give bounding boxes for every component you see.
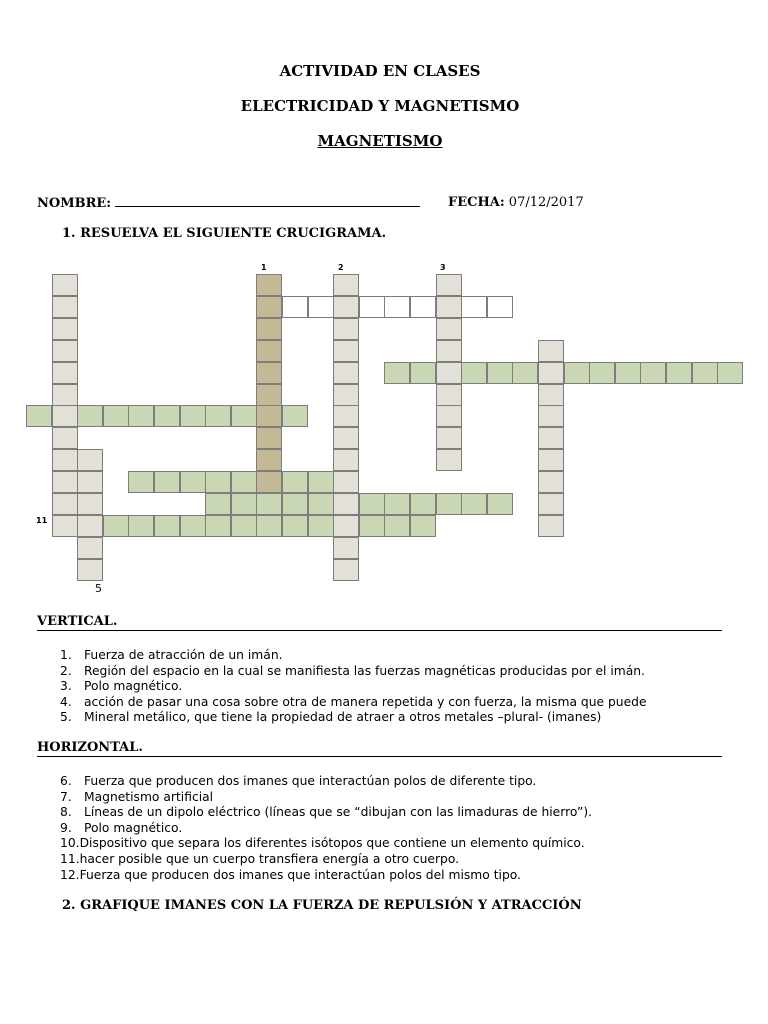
crossword-cell[interactable] [333,559,359,581]
crossword-cell[interactable] [52,274,78,296]
question-2: 2. GRAFIQUE IMANES CON LA FUERZA DE REPULSIÓN Y ATRACCIÓN [62,898,582,913]
crossword-cell[interactable] [589,362,615,384]
crossword-cell[interactable] [436,493,462,515]
list-item: 5. Mineral metálico, que tiene la propiedad de atraer a otros metales –plural- (imanes) [60,710,602,725]
list-item: 11.hacer posible que un cuerpo transfiera energía a otro cuerpo. [60,851,460,866]
crossword-cell[interactable] [333,362,359,384]
horizontal-clue-list [60,774,592,883]
crossword-cell[interactable] [436,449,462,471]
crossword-cell[interactable] [256,318,282,340]
crossword-cell[interactable] [333,537,359,559]
crossword-cell[interactable] [333,449,359,471]
crossword-cell[interactable] [52,449,78,471]
crossword-cell[interactable] [538,471,564,493]
crossword-cell[interactable] [461,362,487,384]
crossword-cell[interactable] [282,471,308,493]
crossword-cell[interactable] [256,384,282,406]
crossword-cell[interactable] [436,340,462,362]
crossword-cell[interactable] [52,405,78,427]
crossword-cell[interactable] [256,296,282,318]
list-item: 9. Polo magnético. [60,820,183,835]
crossword-cell[interactable] [52,318,78,340]
crossword-cell[interactable] [692,362,718,384]
crossword-cell[interactable] [128,405,154,427]
vertical-heading: VERTICAL. [37,614,722,631]
crossword-cell[interactable] [717,362,743,384]
crossword-cell[interactable] [538,384,564,406]
crossword-cell[interactable] [538,340,564,362]
crossword-cell[interactable] [410,493,436,515]
list-item: 12.Fuerza que producen dos imanes que interactúan polos del mismo tipo. [60,867,521,882]
crossword-cell[interactable] [231,515,257,537]
vertical-clue-list [60,648,647,726]
clue-number-1: 1 [261,263,267,272]
date-label: FECHA: [448,195,505,210]
horizontal-heading: HORIZONTAL. [37,740,722,757]
crossword-cell[interactable] [77,471,103,493]
crossword-cell[interactable] [103,515,129,537]
crossword-cell[interactable] [77,559,103,581]
crossword-cell[interactable] [436,405,462,427]
crossword-cell[interactable] [180,515,206,537]
crossword-cell[interactable] [256,362,282,384]
list-item: 8. Líneas de un dipolo eléctrico (líneas que se “dibujan con las limaduras de hierro”). [60,805,593,820]
crossword-cell[interactable] [282,515,308,537]
crossword-cell[interactable] [256,449,282,471]
name-label: NOMBRE: [37,196,112,211]
crossword-cell[interactable] [308,296,334,318]
crossword-cell[interactable] [77,515,103,537]
crossword-cell[interactable] [180,405,206,427]
crossword-cell[interactable] [154,405,180,427]
crossword-cell[interactable] [154,515,180,537]
crossword-cell[interactable] [487,362,513,384]
crossword-cell[interactable] [512,362,538,384]
list-item: 3. Polo magnético. [60,679,183,694]
crossword-cell[interactable] [231,493,257,515]
crossword-cell[interactable] [333,274,359,296]
crossword-cell[interactable] [231,405,257,427]
list-item: 6. Fuerza que producen dos imanes que interactúan polos de diferente tipo. [60,774,537,788]
crossword-cell[interactable] [52,362,78,384]
crossword-cell[interactable] [436,362,462,384]
crossword-cell[interactable] [538,515,564,537]
crossword-cell[interactable] [333,318,359,340]
question-1: 1. RESUELVA EL SIGUIENTE CRUCIGRAMA. [62,226,387,241]
crossword-cell[interactable] [538,405,564,427]
crossword-cell[interactable] [308,515,334,537]
crossword-cell[interactable] [154,471,180,493]
list-item: 10.Dispositivo que separa los diferentes isótopos que contiene un elemento químico. [60,836,585,851]
crossword-cell[interactable] [436,318,462,340]
crossword-cell[interactable] [52,384,78,406]
crossword-cell[interactable] [384,515,410,537]
crossword-cell[interactable] [205,493,231,515]
crossword-cell[interactable] [256,274,282,296]
crossword-cell[interactable] [256,405,282,427]
crossword-cell[interactable] [384,296,410,318]
crossword-cell[interactable] [308,471,334,493]
clue-number-3: 3 [440,263,446,272]
crossword-cell[interactable] [410,296,436,318]
crossword-cell[interactable] [410,362,436,384]
crossword-cell[interactable] [128,471,154,493]
crossword-cell[interactable] [333,493,359,515]
crossword-cell[interactable] [282,296,308,318]
crossword-cell[interactable] [256,515,282,537]
crossword-cell[interactable] [205,515,231,537]
crossword-cell[interactable] [359,296,385,318]
crossword-cell[interactable] [333,340,359,362]
crossword-cell[interactable] [77,405,103,427]
worksheet-title: ACTIVIDAD EN CLASES [279,62,481,80]
worksheet-topic: MAGNETISMO [317,132,443,150]
list-item: 2. Región del espacio en la cual se manifiesta las fuerzas magnéticas producidas por el imán. [60,663,645,678]
crossword-cell[interactable] [436,274,462,296]
crossword-cell[interactable] [487,296,513,318]
crossword-cell[interactable] [615,362,641,384]
crossword-cell[interactable] [128,515,154,537]
crossword-cell[interactable] [384,493,410,515]
crossword-cell[interactable] [564,362,590,384]
worksheet-subject: ELECTRICIDAD Y MAGNETISMO [240,97,520,115]
crossword-cell[interactable] [384,362,410,384]
crossword-cell[interactable] [205,405,231,427]
list-item: 7. Magnetismo artificial [60,789,214,804]
crossword-cell[interactable] [256,471,282,493]
crossword-cell[interactable] [77,493,103,515]
crossword-cell[interactable] [333,384,359,406]
crossword-cell[interactable] [538,362,564,384]
crossword-cell[interactable] [410,515,436,537]
crossword-cell[interactable] [52,493,78,515]
crossword-cell[interactable] [256,493,282,515]
crossword-cell[interactable] [333,427,359,449]
crossword-cell[interactable] [359,515,385,537]
crossword-cell[interactable] [538,493,564,515]
crossword-cell[interactable] [103,405,129,427]
crossword-cell[interactable] [180,471,206,493]
crossword-cell[interactable] [333,296,359,318]
crossword-cell[interactable] [282,405,308,427]
crossword-cell[interactable] [333,405,359,427]
list-item: 4. acción de pasar una cosa sobre otra de manera repetida y con fuerza, la misma que puede [60,694,647,709]
crossword-cell[interactable] [640,362,666,384]
crossword-cell[interactable] [26,405,52,427]
crossword-cell[interactable] [538,449,564,471]
crossword-cell[interactable] [52,471,78,493]
crossword-cell[interactable] [205,471,231,493]
crossword-cell[interactable] [333,471,359,493]
crossword-cell[interactable] [436,384,462,406]
crossword-cell[interactable] [359,493,385,515]
crossword-cell[interactable] [77,537,103,559]
crossword-cell[interactable] [52,296,78,318]
clue-number-2: 2 [338,263,344,272]
crossword-cell[interactable] [436,296,462,318]
crossword-cell[interactable] [538,427,564,449]
crossword-cell[interactable] [461,493,487,515]
crossword-cell[interactable] [487,493,513,515]
crossword-cell[interactable] [436,427,462,449]
list-item: 1. Fuerza de atracción de un imán. [60,648,283,662]
crossword-cell[interactable] [666,362,692,384]
crossword-cell[interactable] [308,493,334,515]
crossword-cell[interactable] [333,515,359,537]
crossword-cell[interactable] [52,515,78,537]
crossword-cell[interactable] [461,296,487,318]
clue-number-5: 5 [95,582,102,595]
date-value: 07/12/2017 [508,195,584,210]
clue-number-11: 11 [36,516,48,525]
crossword-cell[interactable] [52,427,78,449]
crossword-cell[interactable] [256,427,282,449]
crossword-cell[interactable] [77,449,103,471]
crossword-cell[interactable] [52,340,78,362]
crossword-cell[interactable] [231,471,257,493]
crossword-cell[interactable] [256,340,282,362]
crossword-cell[interactable] [282,493,308,515]
